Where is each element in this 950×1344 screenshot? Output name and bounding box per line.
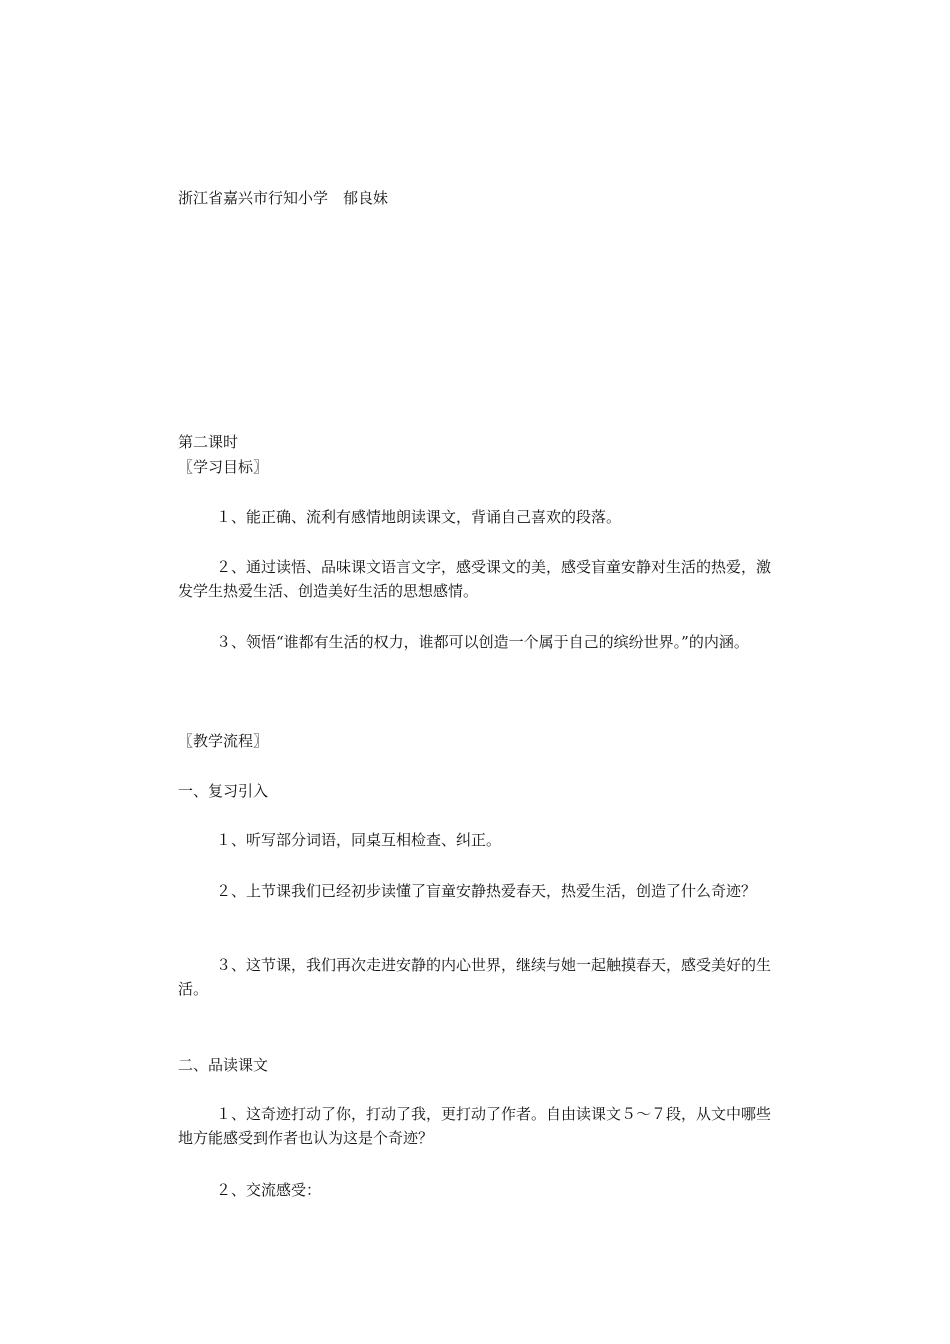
author-line: 浙江省嘉兴市行知小学 郁良妹 xyxy=(178,189,389,207)
objective-item-3: ３、领悟“谁都有生活的权力，谁都可以创造一个属于自己的缤纷世界。”的内涵。 xyxy=(216,633,749,651)
objective-item-1: １、能正确、流利有感情地朗读课文，背诵自己喜欢的段落。 xyxy=(216,508,622,526)
section-1-title: 一、复习引入 xyxy=(178,782,269,800)
section-1-item-2: ２、上节课我们已经初步读懂了盲童安静热爱春天，热爱生活，创造了什么奇迹？ xyxy=(216,882,757,900)
process-heading: 〖教学流程〗 xyxy=(178,732,269,750)
section-1-item-1: １、听写部分词语，同桌互相检查、纠正。 xyxy=(216,831,502,849)
section-2-title: 二、品读课文 xyxy=(178,1056,269,1074)
lesson-title: 第二课时 xyxy=(178,433,239,451)
section-2-item-2: ２、交流感受： xyxy=(216,1181,322,1199)
section-2-item-1: １、这奇迹打动了你，打动了我，更打动了作者。自由读课文５～７段，从文中哪些地方能感受到作者也认为这是个奇迹？ xyxy=(178,1105,772,1147)
section-1-item-3: ３、这节课，我们再次走进安静的内心世界，继续与她一起触摸春天，感受美好的生活。 xyxy=(178,956,772,998)
objective-item-2: ２、通过读悟、品味课文语言文字，感受课文的美，感受盲童安静对生活的热爱，激发学生热爱生活、创造美好生活的思想感情。 xyxy=(178,558,772,600)
objectives-heading: 〖学习目标〗 xyxy=(178,458,269,476)
